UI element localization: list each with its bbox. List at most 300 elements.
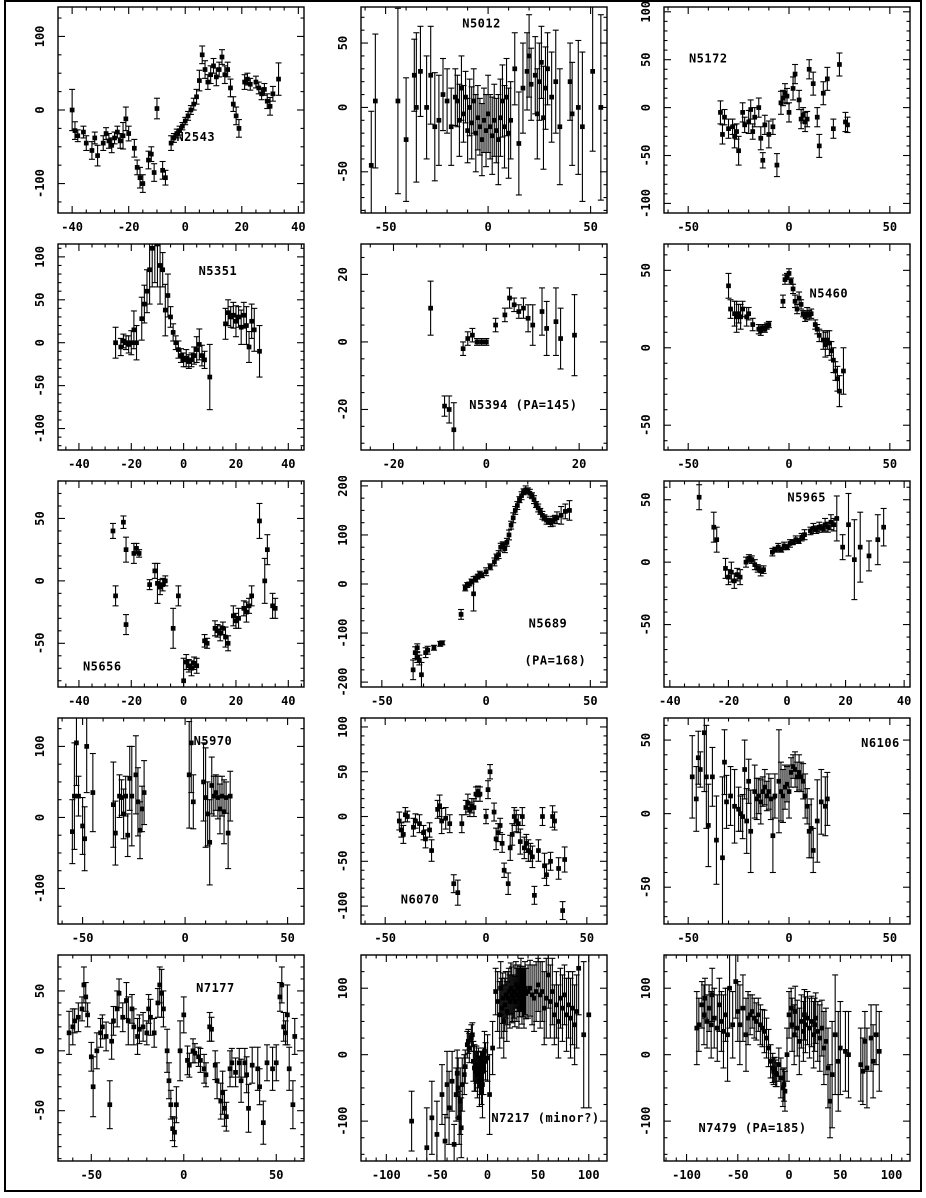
x-tick-label: 50	[882, 457, 898, 471]
data-point	[724, 1013, 728, 1017]
data-point	[460, 86, 464, 90]
data-point	[432, 646, 436, 650]
x-tick-label: 50	[579, 931, 595, 945]
data-point	[117, 992, 121, 996]
x-tick-label: 0	[179, 694, 188, 708]
data-point	[85, 745, 89, 749]
data-point	[518, 840, 522, 844]
data-point	[93, 136, 97, 140]
data-point	[156, 582, 160, 586]
data-point	[811, 849, 815, 853]
data-point	[573, 333, 577, 337]
x-tick-label: -20	[117, 220, 140, 234]
data-point	[839, 1046, 843, 1050]
data-point	[271, 1067, 275, 1071]
data-point	[140, 317, 144, 321]
data-point	[150, 152, 154, 156]
data-point	[217, 68, 221, 72]
data-point	[161, 268, 165, 272]
data-point	[459, 613, 463, 617]
y-tick-label: -100	[336, 891, 350, 921]
data-point	[555, 1003, 559, 1007]
data-point	[507, 533, 511, 537]
data-point	[771, 125, 775, 129]
plot-panel-N5351	[8, 239, 311, 476]
data-point	[158, 983, 162, 987]
x-tick-label: 0	[482, 457, 490, 471]
y-tick-label: 100	[336, 716, 350, 738]
data-point	[175, 1103, 179, 1107]
x-tick-label: 0	[785, 931, 793, 945]
data-point	[816, 1030, 820, 1034]
data-point	[452, 428, 456, 432]
x-tick-label: -50	[71, 931, 94, 945]
y-tick-label: 0	[639, 1051, 653, 1059]
x-tick-label: 20	[838, 694, 853, 708]
data-point	[492, 119, 496, 123]
data-points	[69, 46, 281, 192]
data-point	[200, 53, 204, 57]
y-tick-label: 50	[639, 52, 653, 67]
data-point	[833, 1033, 837, 1037]
data-point	[777, 1063, 781, 1067]
data-point	[218, 807, 222, 811]
data-point	[830, 349, 834, 353]
data-point	[212, 64, 216, 68]
data-point	[733, 804, 737, 808]
data-point	[501, 99, 505, 103]
data-point	[763, 785, 767, 789]
x-tick-label: -20	[382, 457, 405, 471]
y-tick-label: -100	[639, 1106, 653, 1136]
data-point	[486, 1056, 490, 1060]
data-point	[824, 804, 828, 808]
data-points	[694, 950, 882, 1138]
y-tick-label: -50	[639, 876, 653, 899]
data-point	[152, 171, 156, 175]
data-point	[158, 264, 162, 268]
data-point	[511, 516, 515, 520]
galaxy-label: N5351	[198, 263, 238, 278]
data-point	[836, 1060, 840, 1064]
data-point	[425, 1146, 429, 1150]
y-tick-label: 0	[639, 344, 653, 352]
data-point	[785, 1053, 789, 1057]
data-point	[727, 284, 731, 288]
data-point	[480, 340, 484, 344]
x-tick-label: -40	[68, 694, 90, 708]
data-point	[832, 127, 836, 131]
x-tick-label: 0	[785, 220, 793, 234]
data-point	[793, 300, 797, 304]
data-point	[521, 86, 525, 90]
data-point	[762, 568, 766, 572]
y-tick-label: 50	[639, 263, 653, 278]
data-point	[76, 134, 80, 138]
data-point	[213, 1063, 217, 1067]
plot-svg-N5689	[311, 476, 614, 713]
data-point	[445, 99, 449, 103]
data-points	[368, 2, 604, 219]
data-point	[443, 1139, 447, 1143]
data-point	[204, 1073, 208, 1077]
data-point	[200, 354, 204, 358]
plot-svg-N5970	[8, 713, 311, 950]
x-tick-label: -50	[677, 457, 700, 471]
data-point	[726, 1033, 730, 1037]
plot-frame	[58, 718, 304, 924]
data-point	[124, 117, 128, 121]
x-tick-label: -20	[120, 694, 143, 708]
data-point	[463, 1065, 467, 1069]
data-point	[143, 302, 147, 306]
data-point	[400, 828, 404, 832]
data-point	[192, 354, 196, 358]
data-point	[277, 77, 281, 81]
y-tick-label: 50	[33, 983, 47, 999]
data-point	[195, 348, 199, 352]
data-point	[538, 80, 542, 84]
plot-svg-N5012	[311, 2, 614, 239]
data-point	[718, 1003, 722, 1007]
data-point	[529, 851, 533, 855]
data-point	[496, 1000, 500, 1004]
y-tick-label: 0	[336, 812, 350, 821]
data-point	[542, 116, 546, 120]
data-point	[801, 779, 805, 783]
data-point	[475, 340, 479, 344]
data-point	[169, 1103, 173, 1107]
data-point	[456, 99, 460, 103]
data-point	[188, 1063, 192, 1067]
data-point	[478, 125, 482, 129]
x-tick-label: 40	[281, 694, 296, 708]
data-point	[402, 833, 406, 837]
data-point	[789, 279, 793, 283]
data-point	[513, 67, 517, 71]
data-point	[735, 130, 739, 134]
data-point	[223, 1107, 227, 1111]
data-point	[716, 1026, 720, 1030]
data-point	[471, 333, 475, 337]
data-point	[571, 1006, 575, 1010]
data-point	[482, 119, 486, 123]
data-point	[414, 819, 418, 823]
data-point	[112, 803, 116, 807]
y-tick-label: -50	[336, 160, 350, 183]
galaxy-label: N7177	[196, 981, 235, 996]
plot-frame	[58, 244, 304, 450]
y-tick-label: 0	[336, 103, 350, 112]
data-point	[555, 516, 559, 520]
data-point	[761, 159, 765, 163]
data-point	[245, 324, 249, 328]
data-point	[729, 794, 733, 798]
y-tick-label: -50	[33, 1099, 47, 1122]
x-tick-label: 0	[484, 220, 492, 234]
data-point	[828, 1099, 832, 1103]
data-point	[553, 1013, 557, 1017]
data-point	[488, 770, 492, 774]
data-point	[470, 121, 474, 125]
data-point	[67, 1031, 71, 1035]
y-tick-label: 20	[336, 267, 350, 282]
data-point	[461, 347, 465, 351]
data-point	[419, 70, 423, 74]
data-point	[118, 139, 122, 143]
data-point	[703, 996, 707, 1000]
x-tick-label: 50	[882, 220, 898, 234]
data-point	[814, 1016, 818, 1020]
data-point	[793, 72, 797, 76]
plot-svg-N5460	[614, 239, 917, 476]
data-point	[563, 993, 567, 997]
data-point	[91, 1085, 95, 1089]
data-point	[96, 154, 100, 158]
x-tick-label: 40	[896, 694, 912, 708]
plot-panel-N5460	[614, 239, 917, 476]
data-point	[707, 824, 711, 828]
data-point	[189, 741, 193, 745]
data-point	[104, 1035, 108, 1039]
data-point	[696, 756, 700, 760]
data-point	[234, 1071, 238, 1075]
data-point	[198, 79, 202, 83]
plot-svg-N5656	[8, 476, 311, 713]
data-points	[113, 239, 263, 410]
y-tick-label: -50	[639, 414, 653, 437]
y-tick-label: -20	[336, 398, 350, 421]
data-point	[749, 830, 753, 834]
data-point	[834, 369, 838, 373]
data-point	[77, 1015, 81, 1019]
data-point	[490, 134, 494, 138]
data-point	[846, 123, 850, 127]
data-point	[811, 82, 815, 86]
data-point	[818, 1036, 822, 1040]
x-tick-label: 0	[181, 931, 189, 945]
data-point	[722, 1030, 726, 1034]
data-point	[214, 791, 218, 795]
galaxy-label: N2543	[176, 129, 216, 144]
data-point	[709, 1023, 713, 1027]
data-point	[826, 797, 830, 801]
data-point	[698, 768, 702, 772]
data-point	[808, 1026, 812, 1030]
data-point	[824, 343, 828, 347]
data-point	[474, 131, 478, 135]
axis-ticks	[58, 718, 304, 924]
data-point	[494, 323, 498, 327]
data-point	[266, 548, 270, 552]
data-point	[145, 1031, 149, 1035]
plot-panel-N5656	[8, 476, 311, 713]
data-point	[765, 1036, 769, 1040]
data-point	[493, 560, 497, 564]
data-point	[199, 1059, 203, 1063]
x-tick-label: 20	[234, 220, 250, 234]
data-point	[111, 529, 115, 533]
data-point	[226, 642, 230, 646]
plot-panel-N5172	[614, 2, 917, 239]
data-point	[815, 819, 819, 823]
data-point	[433, 125, 437, 129]
data-point	[715, 538, 719, 542]
data-point	[743, 123, 747, 127]
x-tick-label: 50	[882, 931, 898, 945]
data-point	[140, 807, 144, 811]
plot-panel-N5965	[614, 476, 917, 713]
data-point	[785, 782, 789, 786]
data-point	[799, 117, 803, 121]
data-point	[546, 973, 550, 977]
y-tick-label: -50	[639, 144, 653, 167]
data-point	[551, 815, 555, 819]
data-point	[82, 983, 86, 987]
data-point	[557, 867, 561, 871]
data-point	[799, 303, 803, 307]
data-point	[491, 1046, 495, 1050]
data-point	[527, 54, 531, 58]
data-point	[441, 93, 445, 97]
data-point	[195, 95, 199, 99]
data-point	[723, 760, 727, 764]
y-tick-label: 0	[33, 1047, 47, 1055]
y-tick-label: -200	[336, 667, 350, 697]
data-point	[757, 794, 761, 798]
data-point	[750, 1010, 754, 1014]
data-point	[529, 82, 533, 86]
data-point	[865, 1066, 869, 1070]
data-point	[546, 67, 550, 71]
data-point	[229, 86, 233, 90]
data-point	[369, 164, 373, 168]
data-point	[765, 794, 769, 798]
data-point	[532, 996, 536, 1000]
data-point	[793, 768, 797, 772]
data-point	[741, 111, 745, 115]
x-tick-label: 100	[880, 1168, 903, 1182]
y-tick-label: 50	[639, 732, 653, 748]
data-point	[121, 134, 125, 138]
plot-svg-N7217	[311, 950, 614, 1187]
data-point	[558, 125, 562, 129]
x-tick-label: 50	[583, 220, 598, 234]
data-points	[717, 53, 850, 177]
data-point	[533, 894, 537, 898]
data-point	[522, 306, 526, 310]
data-point	[225, 1115, 229, 1119]
galaxy-label: N6106	[861, 735, 900, 750]
galaxy-label: N6070	[400, 892, 440, 907]
data-point	[830, 1073, 834, 1077]
data-points	[409, 950, 592, 1187]
data-point	[859, 1063, 863, 1067]
data-point	[278, 995, 282, 999]
data-point	[863, 1040, 867, 1044]
data-point	[237, 127, 241, 131]
data-point	[775, 1073, 779, 1077]
data-point	[114, 341, 118, 345]
data-point	[184, 660, 188, 664]
data-point	[549, 860, 553, 864]
data-point	[822, 1046, 826, 1050]
plot-panel-N7479	[614, 950, 917, 1187]
data-point	[832, 523, 836, 527]
data-point	[703, 731, 707, 735]
data-point	[429, 306, 433, 310]
data-point	[738, 575, 742, 579]
plot-panel-N2543	[8, 2, 311, 239]
data-point	[793, 1010, 797, 1014]
data-point	[779, 1076, 783, 1080]
data-point	[494, 990, 498, 994]
data-point	[136, 1035, 140, 1039]
data-point	[545, 873, 549, 877]
data-point	[430, 849, 434, 853]
data-point	[226, 68, 230, 72]
data-point	[95, 1049, 99, 1053]
data-point	[435, 1133, 439, 1137]
data-point	[83, 837, 87, 841]
plot-svg-N5965	[614, 476, 917, 713]
data-point	[803, 533, 807, 537]
data-point	[464, 806, 468, 810]
data-point	[867, 554, 871, 558]
data-point	[133, 146, 137, 150]
data-point	[781, 96, 785, 100]
data-point	[747, 779, 751, 783]
data-point	[759, 800, 763, 804]
data-point	[751, 323, 755, 327]
data-point	[509, 523, 513, 527]
data-point	[567, 1003, 571, 1007]
data-point	[517, 142, 521, 146]
data-point	[75, 741, 79, 745]
data-point	[230, 1061, 234, 1065]
data-point	[523, 846, 527, 850]
data-point	[418, 658, 422, 662]
data-point	[564, 510, 568, 514]
data-point	[526, 316, 530, 320]
data-point	[280, 983, 284, 987]
data-point	[216, 796, 220, 800]
data-point	[426, 648, 430, 652]
data-point	[204, 796, 208, 800]
data-point	[540, 61, 544, 65]
data-point	[799, 775, 803, 779]
data-point	[508, 846, 512, 850]
x-tick-label: -40	[68, 457, 90, 471]
data-point	[274, 1061, 278, 1065]
data-point	[135, 341, 139, 345]
data-point	[472, 806, 476, 810]
data-point	[429, 73, 433, 77]
data-point	[210, 1027, 214, 1031]
data-point	[223, 73, 227, 77]
data-point	[293, 1035, 297, 1039]
data-point	[466, 337, 470, 341]
data-point	[790, 1023, 794, 1027]
plot-svg-N7479	[614, 950, 917, 1187]
data-point	[761, 790, 765, 794]
data-point	[757, 106, 761, 110]
x-tick-label: 0	[785, 1168, 793, 1182]
data-point	[807, 67, 811, 71]
x-tick-label: -50	[726, 1168, 749, 1182]
data-point	[835, 517, 839, 521]
data-point	[763, 1030, 767, 1034]
